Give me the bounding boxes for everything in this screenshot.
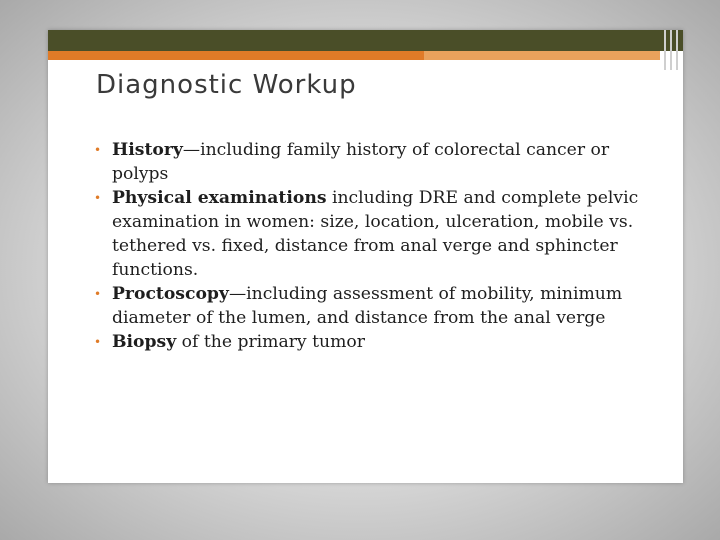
bullet-icon: • (94, 287, 102, 301)
header-bar (48, 30, 683, 51)
bullet-text: including DRE and complete pelvic examination in women: size, location, ulceration, mobile vs. tethered vs. fixed, distance from anal verge and sphincter functions. (112, 188, 639, 280)
bullet-item-proctoscopy (94, 282, 639, 330)
accent-bar-light (424, 51, 660, 60)
accent-bar (48, 51, 424, 60)
bullet-icon: • (94, 335, 102, 349)
bullet-item-history (94, 138, 639, 186)
bullet-term: Proctoscopy (112, 284, 229, 304)
slide-title: Diagnostic Workup (96, 70, 357, 100)
bullet-term: History (112, 140, 183, 160)
bullet-icon: • (94, 143, 102, 157)
slide (48, 30, 683, 483)
bullet-term: Physical examinations (112, 188, 327, 208)
bullet-item-physical-examinations (94, 186, 639, 282)
bullet-term: Biopsy (112, 332, 177, 352)
bullet-text: of the primary tumor (176, 332, 365, 352)
bullet-list (94, 138, 639, 354)
bullet-text: —including assessment of mobility, minimum diameter of the lumen, and distance from the anal verge (112, 284, 623, 328)
bullet-item-biopsy (94, 330, 639, 354)
bullet-icon: • (94, 191, 102, 205)
bullet-text: —including family history of colorectal cancer or polyps (112, 140, 610, 184)
decorative-stripes (660, 30, 683, 70)
